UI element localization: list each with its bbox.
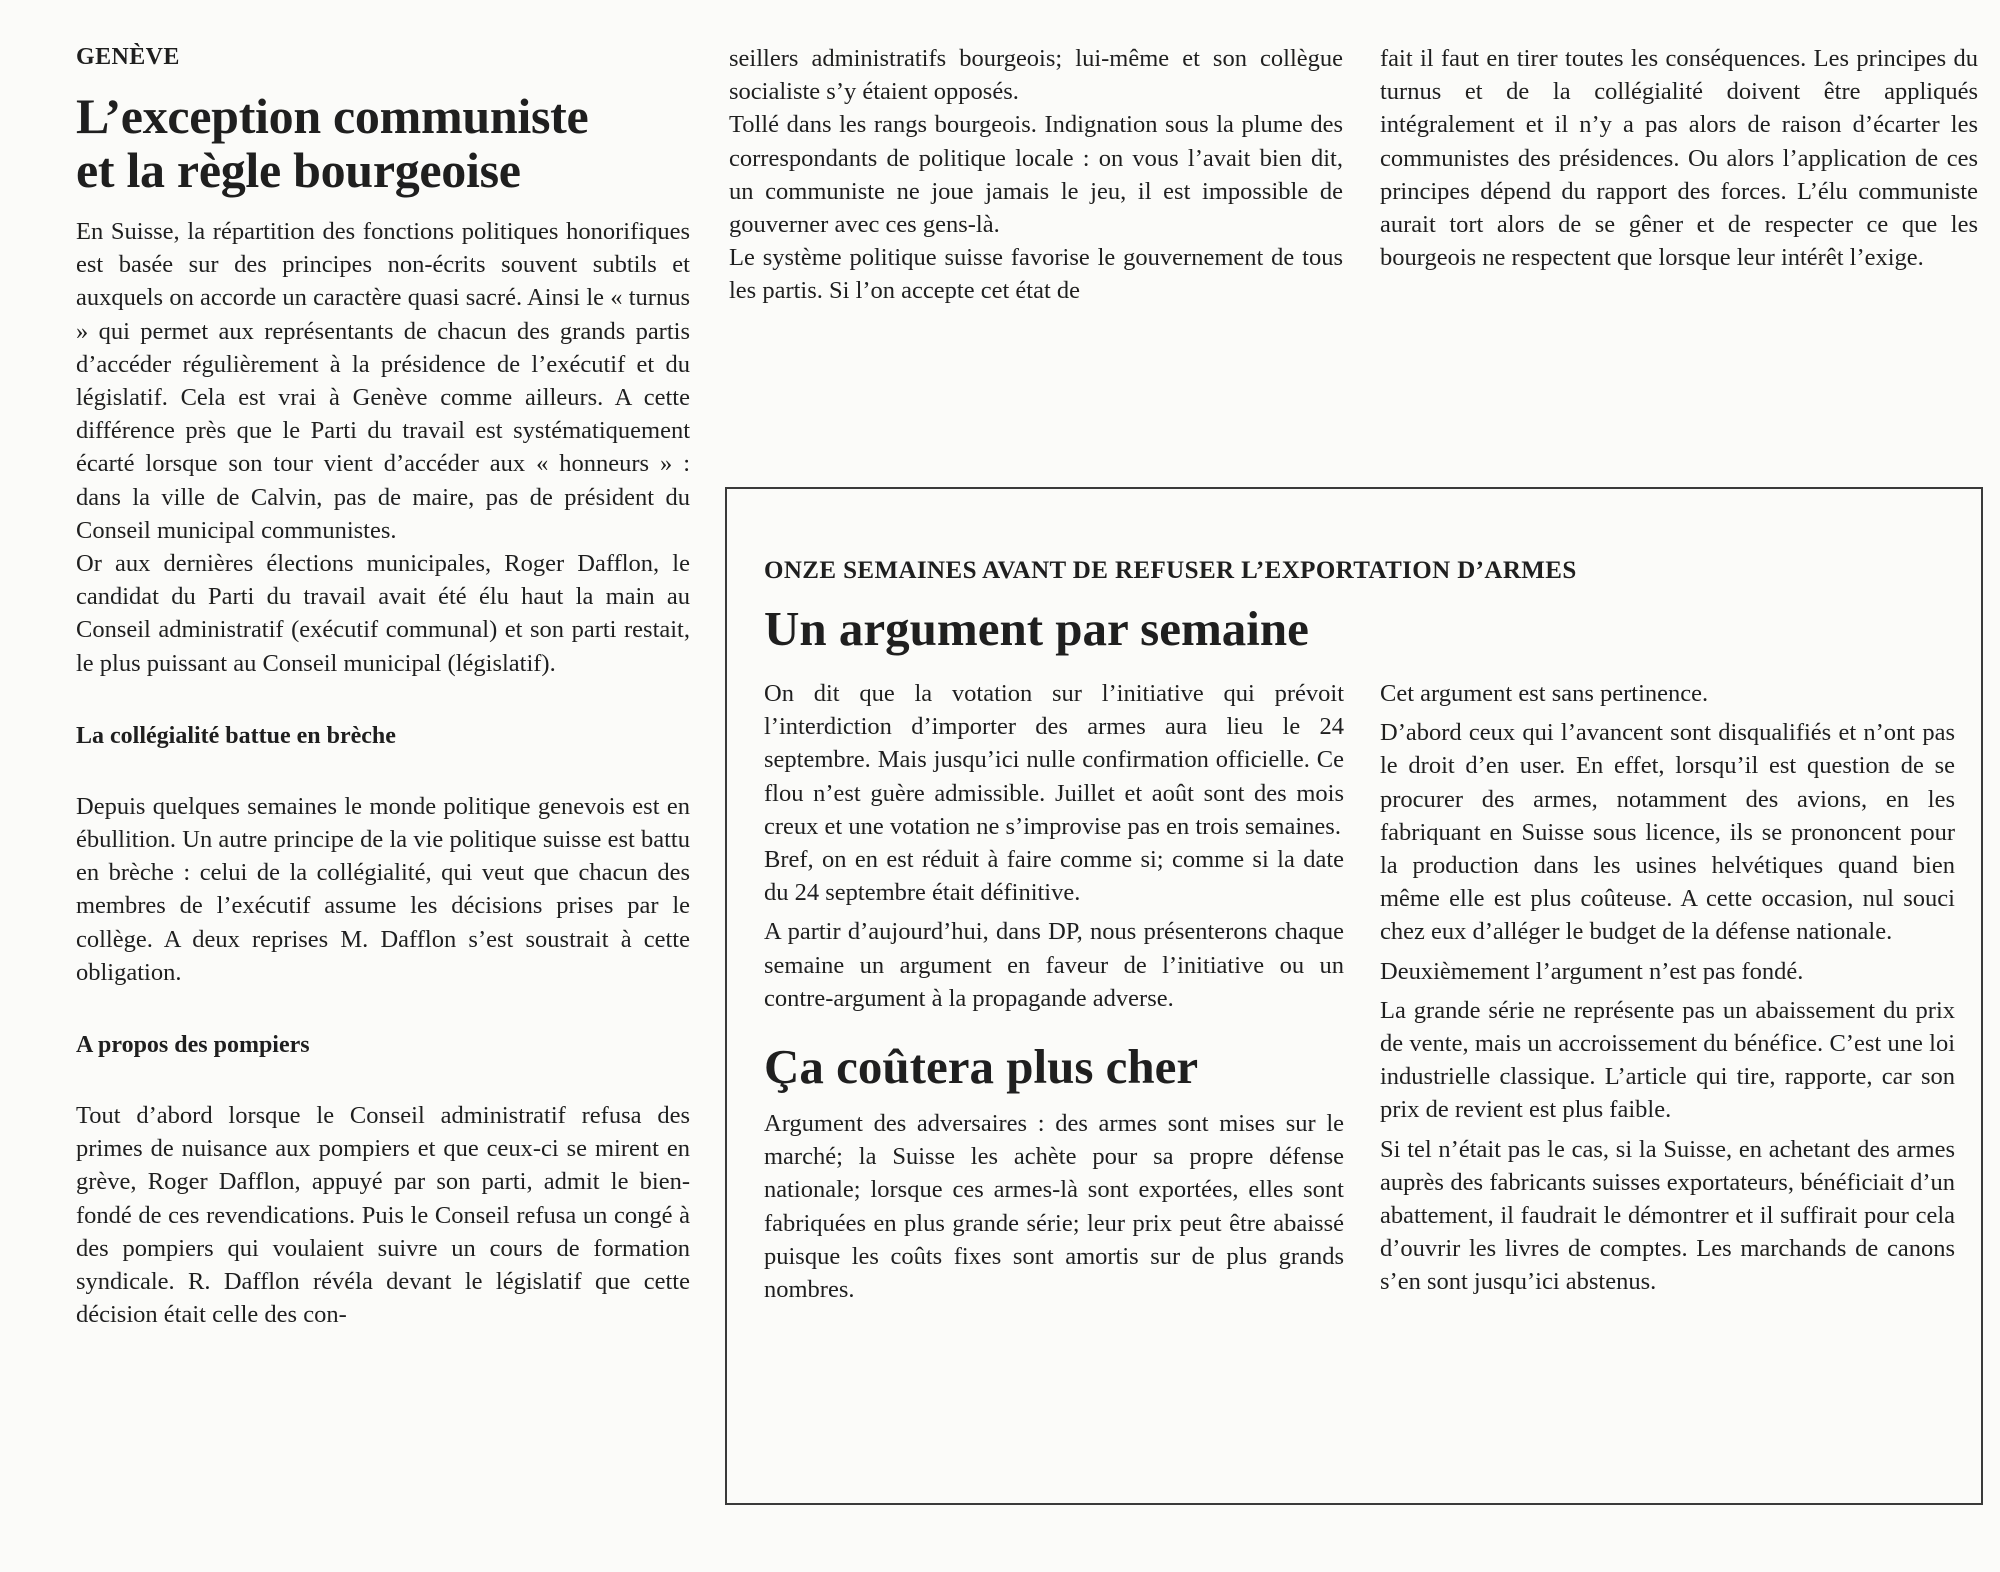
article-title-line-2: et la règle bourgeoise	[76, 142, 521, 198]
article-subheading-1: La collégialité battue en brèche	[76, 722, 396, 749]
inset-paragraph-8: La grande série ne représente pas un abaissement du prix de vente, mais un accroissement du bénéfice. C’est une loi industrielle classique. L’article qui tire, rapporte, car son prix de revient est plus faible.	[1380, 996, 1955, 1124]
inset-subtitle: Ça coûtera plus cher	[764, 1039, 1199, 1095]
article-kicker: GENÈVE	[76, 44, 180, 70]
inset-column-2	[1380, 677, 1955, 1299]
article-paragraph-1: En Suisse, la répartition des fonctions politiques honorifiques est basée sur des principes non-écrits souvent subtils et auxquels on accorde un caractère quasi sacré. Ainsi le « turnus » qui permet aux représentants de chacun des grands partis d’accéder régulièrement à la présidence de l’exécutif et du législatif. Cela est vrai à Genève comme ailleurs. A cette différence près que le Parti du travail est systématiquement écarté lorsque son tour vient d’accéder aux « honneurs » : dans la ville de Calvin, pas de maire, pas de président du Conseil municipal communistes.	[76, 218, 690, 544]
inset-paragraph-6: D’abord ceux qui l’avancent sont disqualifiés et n’ont pas le droit d’en user. En effet, lorsqu’il est question de se procurer des armes, notamment des avions, en les fabriquant en Suisse sous licence, ils se prononcent pour la production dans les usines helvétiques quand bien même elle est plus coûteuse. A cette occasion, nul souci chez eux d’alléger le budget de la défense nationale.	[1380, 719, 1955, 946]
inset-column-1	[764, 677, 1344, 1306]
article-paragraph-6: Le système politique suisse favorise le gouvernement de tous les partis. Si l’on accepte cet état de	[729, 244, 1343, 305]
article-subheading-2: A propos des pompiers	[76, 1032, 310, 1059]
inset-paragraph-1: On dit que la votation sur l’initiative qui prévoit l’interdiction d’importer des armes aura lieu le 24 septembre. Mais jusqu’ici nulle confirmation officielle. Ce flou n’est guère admissible. Juillet et août sont des mois creux et une votation ne s’improvise pas en trois semaines.	[764, 680, 1344, 840]
inset-paragraph-4: Argument des adversaires : des armes sont mises sur le marché; la Suisse les achète pour sa propre défense nationale; lorsque ces armes-là sont exportées, elles sont fabriquées en plus grande série; leur prix peut être abaissé puisque les coûts fixes sont amortis sur de plus grands nombres.	[764, 1110, 1344, 1304]
inset-paragraph-3: A partir d’aujourd’hui, dans DP, nous présenterons chaque semaine un argument en faveur de l’initiative ou un contre-argument à la propagande adverse.	[764, 918, 1344, 1012]
inset-paragraph-5: Cet argument est sans pertinence.	[1380, 680, 1709, 707]
article-title	[76, 89, 690, 197]
article-paragraph-6-continued: fait il faut en tirer toutes les conséquences. Les principes du turnus et de la collégialité doivent être appliqués intégralement et il n’y a pas alors de raison d’écarter les communistes des présidences. Ou alors l’application de ces principes dépend du rapport des forces. L’élu communiste aurait tort alors de se gêner et de respecter ce que les bourgeois ne respectent que lorsque leur intérêt l’exige.	[1380, 45, 1978, 272]
article-column-3	[1380, 42, 1978, 274]
inset-title: Un argument par semaine	[764, 601, 1309, 656]
inset-paragraph-9: Si tel n’était pas le cas, si la Suisse, en achetant des armes auprès des fabricants suisses exportateurs, bénéficiait d’un abattement, il faudrait le démontrer et il suffirait pour cela d’ouvrir les livres de comptes. Les marchands de canons s’en sont jusqu’ici abstenus.	[1380, 1135, 1955, 1296]
article-title-line-1: L’exception communiste	[76, 88, 589, 144]
article-paragraph-5: Tollé dans les rangs bourgeois. Indignation sous la plume des correspondants de politique locale : on vous l’avait bien dit, un communiste ne joue jamais le jeu, il est impossible de gouverner avec ces gens-là.	[729, 111, 1343, 239]
article-paragraph-4-continued: seillers administratifs bourgeois; lui-même et son collègue socialiste s’y étaient opposés.	[729, 45, 1343, 106]
inset-kicker: ONZE SEMAINES AVANT DE REFUSER L’EXPORTATION D’ARMES	[764, 557, 1577, 584]
article-column-2	[729, 42, 1343, 308]
article-paragraph-4: Tout d’abord lorsque le Conseil administratif refusa des primes de nuisance aux pompiers et que ceux-ci se mirent en grève, Roger Dafflon, appuyé par son parti, admit le bien-fondé de ces revendications. Puis le Conseil refusa un congé à des pompiers qui voulaient suivre un cours de formation syndicale. R. Dafflon révéla devant le législatif que cette décision était celle des con-	[76, 1102, 690, 1329]
article-paragraph-2: Or aux dernières élections municipales, Roger Dafflon, le candidat du Parti du travail avait été élu haut la main au Conseil administratif (exécutif communal) et son parti restait, le plus puissant au Conseil municipal (législatif).	[76, 550, 690, 677]
inset-paragraph-2: Bref, on en est réduit à faire comme si; comme si la date du 24 septembre était définitive.	[764, 846, 1344, 907]
inset-paragraph-7: Deuxièmement l’argument n’est pas fondé.	[1380, 957, 1804, 985]
article-column-1	[76, 42, 690, 1331]
article-paragraph-3: Depuis quelques semaines le monde politique genevois est en ébullition. Un autre principe de la vie politique suisse est battu en brèche : celui de la collégialité, qui veut que chacun des membres de l’exécutif assume les décisions prises par le collège. A deux reprises M. Dafflon s’est soustrait à cette obligation.	[76, 792, 690, 986]
